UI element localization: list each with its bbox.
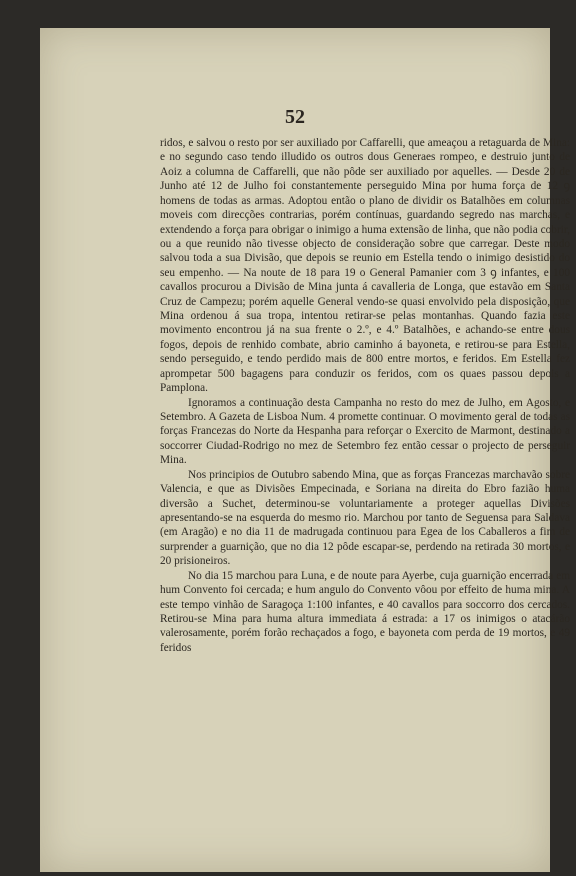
book-page <box>40 28 570 872</box>
paragraph: Ignoramos a continuação desta Campanha no resto do mez de Julho, em Agosto, e Setembro. A Gazeta de Lisboa Num. 4 promette continuar. O movimento geral de todas as forças Francezas do Norte da Hespanha para reforçar o Exercito de Marmont, destinado a soccorrer Ciudad-Rodrigo no mez de Setembro fez então cessar o projecto de perseguir Mina. <box>160 396 570 467</box>
paragraph: No dia 15 marchou para Luna, e de noute para Ayerbe, cuja guarnição encerrada em hum Convento foi cercada; e hum angulo do Convento vôou por effeito de huma mina. A este tempo vinhão de Saragoça 1:100 infantes, e 40 cavallos para soccorro dos cercados. Retirou-se Mina para huma altura immediata á estrada: a 17 os inimigos o atacárão valerosamente, porém forão rechaçados a fogo, e bayoneta com perda de 19 mortos, e 49 feridos <box>160 569 570 654</box>
paragraph: Nos principios de Outubro sabendo Mina, que as forças Francezas marchavão sobre Valencia, e que as Divisões Empecinada, e Soriana na direita do Ebro fazião huma diversão a Suchet, determinou-se voluntariamente a proteger aquellas Divisões apresentando-se na esquerda do mesmo rio. Marchou por tanto de Seguensa para Saldava (em Aragão) e no dia 11 de madrugada continuou para Egea de los Caballeros a fim de surprender a guarnição, que no dia 12 pôde escapar-se, perdendo na retirada 30 mortos, e 20 prisioneiros. <box>160 468 570 568</box>
paragraph: ridos, e salvou o resto por ser auxiliado por Caffarelli, que ameaçou a retaguarda de Mina: e no segundo caso tendo illudido os outros dous Generaes rompeo, e destruio junto de Aoiz a columna de Caffarelli, que não pôde ser auxiliado por aquelles. — Desde 20 de Junho até 12 de Julho foi constantemente perseguido Mina por huma força de 12 ꝯ homens de todas as armas. Adoptou então o plano de dividir os Batalhões em columnas moveis com direcções contrarias, porém contínuas, guardando segredo nas marchas, e extendendo a força para obrigar o inimigo a huma extensão de linha, que não podia cobrir, ou a que reunido não tivesse objecto de consideração sobre que carregar. Deste modo salvou toda a sua Divisão, que depois se reunio em Estella tendo o inimigo desistido do seu empenho. — Na noute de 18 para 19 o General Pamanier com 3 ꝯ infantes, e 100 cavallos procurou a Divisão de Mina junta á cavalleria de Longa, que estavão em Santa Cruz de Campezu; porém aquelle General vendo-se quasi envolvido pela disposição, que Mina ordenou á sua tropa, intentou retirar-se pelas montanhas. Quando fazia este movimento encontrou já na sua frente o 2.º, e 4.º Batalhões, e achando-se entre dous fogos, depois de renhido combate, abrio caminho á bayoneta, e retirou-se para Estella, sendo perseguido, e tendo perdido mais de 800 entre mortos, e feridos. Em Estella fez aprompetar 500 bagagens para conduzir os feridos, com os quaes passou depois a Pamplona. <box>160 137 570 395</box>
page-number: 52 <box>285 106 305 128</box>
page-text <box>160 136 570 655</box>
